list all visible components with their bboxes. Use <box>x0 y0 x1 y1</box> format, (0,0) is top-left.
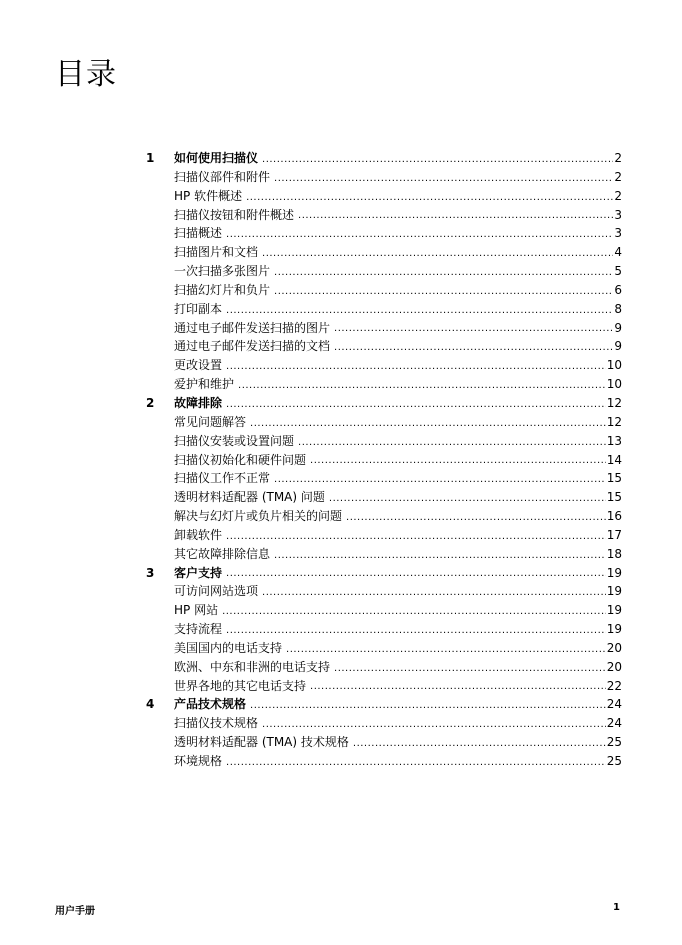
toc-entry-label: 通过电子邮件发送扫描的文档 <box>174 339 331 354</box>
toc-dot-leader <box>262 717 606 733</box>
toc-entry[interactable] <box>146 526 622 545</box>
toc-dot-leader <box>353 736 606 752</box>
toc-page-number: 2 <box>614 188 622 203</box>
toc-page-number: 19 <box>606 622 622 637</box>
toc-entry[interactable] <box>146 469 622 488</box>
toc-entry-label: 常见问题解答 <box>174 414 247 429</box>
toc-dot-leader <box>226 529 606 545</box>
toc-page-number: 3 <box>614 207 622 222</box>
toc-dot-leader <box>329 491 606 507</box>
toc-entry[interactable] <box>146 582 622 601</box>
toc-page-number: 15 <box>606 490 622 505</box>
toc-page-number: 20 <box>606 640 622 655</box>
footer-manual-title: 用户手册 <box>55 906 95 917</box>
toc-page-number: 20 <box>606 659 622 674</box>
toc-page-number: 10 <box>606 358 622 373</box>
toc-entry-label: 扫描图片和文档 <box>174 245 259 260</box>
toc-page-number: 12 <box>606 395 622 410</box>
toc-entry-label: 解决与幻灯片或负片相关的问题 <box>174 509 343 524</box>
toc-entry[interactable] <box>146 488 622 507</box>
toc-entry[interactable] <box>146 658 622 677</box>
page-title: 目录 <box>55 57 117 92</box>
toc-entry[interactable] <box>146 451 622 470</box>
toc-chapter-entry[interactable] <box>146 149 622 168</box>
toc-dot-leader <box>250 698 606 714</box>
toc-chapter-number: 3 <box>146 565 155 580</box>
toc-entry-label: 可访问网站选项 <box>174 584 259 599</box>
toc-dot-leader <box>246 190 613 206</box>
toc-dot-leader <box>298 435 606 451</box>
toc-dot-leader <box>274 265 613 281</box>
toc-dot-leader <box>334 661 606 677</box>
toc-entry[interactable] <box>146 545 622 564</box>
footer-page-number: 1 <box>613 902 620 913</box>
toc-entry[interactable] <box>146 677 622 696</box>
toc-dot-leader <box>226 566 606 582</box>
toc-entry[interactable] <box>146 356 622 375</box>
toc-entry-label: 扫描仪安装或设置问题 <box>174 433 295 448</box>
toc-page-number: 5 <box>614 264 622 279</box>
toc-dot-leader <box>286 642 606 658</box>
toc-entry-label: 扫描仪按钮和附件概述 <box>174 207 295 222</box>
toc-entry-label: 美国国内的电话支持 <box>174 640 283 655</box>
toc-page-number: 25 <box>606 735 622 750</box>
toc-dot-leader <box>334 321 613 337</box>
toc-entry-label: 故障排除 <box>174 395 223 410</box>
toc-page-number: 16 <box>606 509 622 524</box>
toc-entry[interactable] <box>146 413 622 432</box>
toc-page-number: 25 <box>606 754 622 768</box>
toc-entry-label: 扫描仪初始化和硬件问题 <box>174 452 307 467</box>
toc-dot-leader <box>226 755 606 771</box>
toc-entry[interactable] <box>146 714 622 733</box>
toc-chapter-entry[interactable] <box>146 564 622 583</box>
toc-chapter-number: 1 <box>146 151 155 165</box>
toc-entry-label: 扫描幻灯片和负片 <box>174 282 271 297</box>
toc-page-number: 19 <box>606 603 622 618</box>
toc-page-number: 22 <box>606 678 622 693</box>
toc-dot-leader <box>250 416 606 432</box>
toc-entry-label: 环境规格 <box>174 754 223 768</box>
toc-entry[interactable] <box>146 262 622 281</box>
toc-dot-leader <box>274 472 606 488</box>
toc-entry-label: 一次扫描多张图片 <box>174 264 271 279</box>
toc-dot-leader <box>226 227 613 243</box>
toc-page-number: 19 <box>606 565 622 580</box>
toc-entry-label: 支持流程 <box>174 622 223 637</box>
table-of-contents <box>146 149 622 771</box>
toc-page-number: 6 <box>614 282 622 297</box>
toc-dot-leader <box>334 340 613 356</box>
toc-dot-leader <box>238 378 606 394</box>
toc-dot-leader <box>274 171 613 187</box>
toc-dot-leader <box>262 246 613 262</box>
toc-entry-label: 产品技术规格 <box>174 697 247 712</box>
toc-page-number: 8 <box>614 301 622 316</box>
toc-page-number: 17 <box>606 527 622 542</box>
toc-entry[interactable] <box>146 168 622 187</box>
toc-entry[interactable] <box>146 281 622 300</box>
toc-dot-leader <box>310 453 606 469</box>
toc-entry[interactable] <box>146 375 622 394</box>
toc-page-number: 14 <box>606 452 622 467</box>
toc-dot-leader <box>274 284 613 300</box>
toc-entry-label: 扫描概述 <box>174 226 223 241</box>
toc-entry-label: 世界各地的其它电话支持 <box>174 678 307 693</box>
toc-entry-label: 打印副本 <box>174 301 223 316</box>
toc-page-number: 2 <box>614 151 622 165</box>
toc-entry-label: 欧洲、中东和非洲的电话支持 <box>174 659 331 674</box>
toc-page-number: 12 <box>606 414 622 429</box>
toc-page-number: 24 <box>606 716 622 731</box>
toc-entry[interactable] <box>146 432 622 451</box>
toc-dot-leader <box>274 548 606 564</box>
toc-entry-label: 透明材料适配器 (TMA) 问题 <box>174 490 325 505</box>
toc-entry[interactable] <box>146 752 622 771</box>
toc-entry[interactable] <box>146 639 622 658</box>
toc-entry[interactable] <box>146 601 622 620</box>
toc-page-number: 19 <box>606 584 622 599</box>
toc-dot-leader <box>346 510 606 526</box>
toc-entry-label: HP 软件概述 <box>174 188 243 203</box>
toc-dot-leader <box>262 152 613 168</box>
toc-entry-label: 透明材料适配器 (TMA) 技术规格 <box>174 735 349 750</box>
toc-dot-leader <box>310 679 606 695</box>
toc-entry-label: 更改设置 <box>174 358 223 373</box>
toc-chapter-entry[interactable] <box>146 695 622 714</box>
toc-entry-label: 卸载软件 <box>174 527 223 542</box>
toc-entry-label: 如何使用扫描仪 <box>174 151 259 165</box>
toc-chapter-number: 4 <box>146 697 155 712</box>
toc-dot-leader <box>226 623 606 639</box>
toc-entry-label: 客户支持 <box>174 565 223 580</box>
toc-page-number: 4 <box>614 245 622 260</box>
toc-entry-label: 爱护和维护 <box>174 377 235 392</box>
toc-dot-leader <box>226 397 606 413</box>
toc-entry-label: 其它故障排除信息 <box>174 546 271 561</box>
toc-dot-leader <box>262 585 606 601</box>
toc-page-number: 2 <box>614 169 622 184</box>
toc-dot-leader <box>226 303 613 319</box>
toc-entry[interactable] <box>146 243 622 262</box>
toc-entry[interactable] <box>146 733 622 752</box>
toc-page-number: 9 <box>614 320 622 335</box>
toc-entry[interactable] <box>146 224 622 243</box>
toc-entry-label: 通过电子邮件发送扫描的图片 <box>174 320 331 335</box>
toc-page-number: 10 <box>606 377 622 392</box>
toc-entry[interactable] <box>146 337 622 356</box>
toc-dot-leader <box>222 604 606 620</box>
toc-entry[interactable] <box>146 319 622 338</box>
toc-entry[interactable] <box>146 187 622 206</box>
toc-entry[interactable] <box>146 620 622 639</box>
toc-entry-label: 扫描仪工作不正常 <box>174 471 271 486</box>
toc-page-number: 18 <box>606 546 622 561</box>
toc-entry[interactable] <box>146 206 622 225</box>
toc-page-number: 9 <box>614 339 622 354</box>
toc-chapter-number: 2 <box>146 395 155 410</box>
toc-entry-label: HP 网站 <box>174 603 219 618</box>
toc-entry[interactable] <box>146 507 622 526</box>
toc-dot-leader <box>298 208 613 224</box>
toc-chapter-entry[interactable] <box>146 394 622 413</box>
toc-page-number: 15 <box>606 471 622 486</box>
toc-entry-label: 扫描仪部件和附件 <box>174 169 271 184</box>
toc-page-number: 24 <box>606 697 622 712</box>
toc-entry-label: 扫描仪技术规格 <box>174 716 259 731</box>
toc-dot-leader <box>226 359 606 375</box>
toc-page-number: 3 <box>614 226 622 241</box>
toc-entry[interactable] <box>146 300 622 319</box>
toc-page-number: 13 <box>606 433 622 448</box>
